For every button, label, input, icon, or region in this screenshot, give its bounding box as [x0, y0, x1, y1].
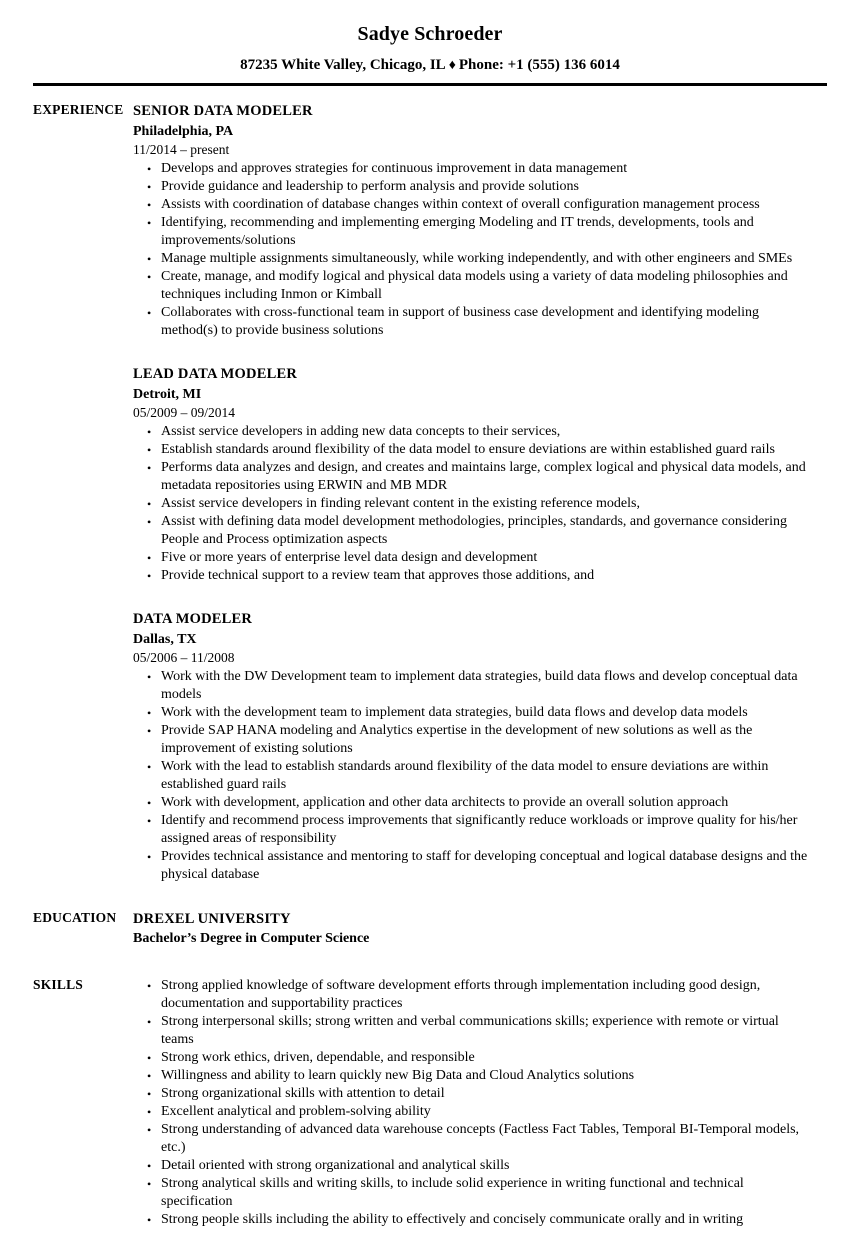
- job-bullet: • Five or more years of enterprise level data design and development: [133, 549, 812, 567]
- contact-address: 87235 White Valley, Chicago, IL: [240, 57, 446, 73]
- job-title: LEAD DATA MODELER: [133, 366, 297, 382]
- job-bullet: • Establish standards around flexibility of the data model to ensure deviations are within established guard rails: [133, 441, 812, 459]
- job-bullet-list: [133, 160, 812, 340]
- job-bullet: • Develops and approves strategies for continuous improvement in data management: [133, 160, 812, 178]
- skill-bullet: • Strong understanding of advanced data warehouse concepts (Factless Fact Tables, Temporal BI-Temporal models, etc.): [133, 1121, 812, 1157]
- job-bullet: • Assist service developers in adding new data concepts to their services,: [133, 423, 812, 441]
- contact-line: [0, 55, 860, 76]
- job-bullet: • Provide SAP HANA modeling and Analytics expertise in the development of new solutions as well as the improvement of existing solutions: [133, 722, 812, 758]
- job-dates: 05/2009 – 09/2014: [133, 405, 236, 420]
- job-bullet: • Manage multiple assignments simultaneously, while working independently, and with other engineers and SMEs: [133, 250, 812, 268]
- job-bullet: • Work with the development team to implement data strategies, build data flows and develop data models: [133, 704, 812, 722]
- job-bullet: • Provide technical support to a review team that approves those additions, and: [133, 567, 812, 585]
- skills-section-label: SKILLS: [33, 977, 83, 992]
- education-degree: Bachelor’s Degree in Computer Science: [133, 931, 370, 946]
- skill-bullet: • Willingness and ability to learn quickly new Big Data and Cloud Analytics solutions: [133, 1067, 812, 1085]
- job-bullet: • Assist service developers in finding relevant content in the existing reference models,: [133, 495, 812, 513]
- job-bullet: • Performs data analyzes and design, and creates and maintains large, complex logical and physical data models, and metadata repositories using ERWIN and MB MDR: [133, 459, 812, 495]
- job-dates: 05/2006 – 11/2008: [133, 650, 235, 665]
- job-bullet: • Assist with defining data model development methodologies, principles, standards, and governance considering People and Process optimization aspects: [133, 513, 812, 549]
- skill-bullet: • Strong work ethics, driven, dependable, and responsible: [133, 1049, 812, 1067]
- education-entry: [133, 909, 812, 949]
- skill-bullet: • Strong interpersonal skills; strong written and verbal communications skills; experience with remote or virtual teams: [133, 1013, 812, 1049]
- job-bullet: • Provides technical assistance and mentoring to staff for developing conceptual and logical database designs and the physical database: [133, 848, 812, 884]
- job-bullet: • Provide guidance and leadership to perform analysis and provide solutions: [133, 178, 812, 196]
- job-title: DATA MODELER: [133, 611, 253, 627]
- job-title: SENIOR DATA MODELER: [133, 103, 313, 119]
- skill-bullet: • Strong organizational skills with attention to detail: [133, 1085, 812, 1103]
- job-bullet: • Identifying, recommending and implementing emerging Modeling and IT trends, developments, tools and improvements/solutions: [133, 214, 812, 250]
- job-bullet-list: [133, 423, 812, 585]
- skills-section: [0, 976, 860, 1229]
- resume-header: [0, 0, 860, 86]
- experience-entry: [133, 101, 812, 340]
- header-divider: [33, 83, 827, 86]
- skill-bullet: • Excellent analytical and problem-solving ability: [133, 1103, 812, 1121]
- job-bullet: • Work with the DW Development team to implement data strategies, build data flows and develop conceptual data models: [133, 668, 812, 704]
- experience-section: [0, 101, 860, 884]
- education-school: DREXEL UNIVERSITY: [133, 911, 291, 927]
- job-location: Dallas, TX: [133, 632, 197, 647]
- skill-bullet: • Strong analytical skills and writing skills, to include solid experience in writing functional and technical specification: [133, 1175, 812, 1211]
- job-bullet-list: [133, 668, 812, 884]
- job-dates: 11/2014 – present: [133, 142, 230, 157]
- skills-entries: [133, 976, 860, 1229]
- education-section: [0, 909, 860, 949]
- education-section-label: EDUCATION: [33, 910, 117, 925]
- job-bullet: • Identify and recommend process improvements that significantly reduce workloads or improve quality for his/her assigned areas of responsibility: [133, 812, 812, 848]
- job-location: Detroit, MI: [133, 387, 202, 402]
- skills-bullet-list: [133, 977, 812, 1229]
- experience-entry: [133, 364, 812, 585]
- job-bullet: • Collaborates with cross-functional team in support of business case development and identifying modeling method(s) to provide business solutions: [133, 304, 812, 340]
- skill-bullet: • Detail oriented with strong organizational and analytical skills: [133, 1157, 812, 1175]
- experience-section-label: EXPERIENCE: [33, 102, 124, 117]
- job-bullet: • Create, manage, and modify logical and physical data models using a variety of data modeling philosophies and techniques including Inmon or Kimball: [133, 268, 812, 304]
- education-entries: [133, 909, 860, 949]
- job-bullet: • Work with the lead to establish standards around flexibility of the data model to ensure deviations are within established guard rails: [133, 758, 812, 794]
- candidate-name: Sadye Schroeder: [357, 23, 503, 45]
- skill-bullet: • Strong applied knowledge of software development efforts through implementation including good design, documentation and supportability practices: [133, 977, 812, 1013]
- job-bullet: • Assists with coordination of database changes within context of overall configuration management process: [133, 196, 812, 214]
- job-location: Philadelphia, PA: [133, 124, 234, 139]
- contact-phone: Phone: +1 (555) 136 6014: [458, 57, 620, 73]
- experience-entry: [133, 609, 812, 884]
- job-bullet: • Work with development, application and other data architects to provide an overall solution approach: [133, 794, 812, 812]
- experience-entries: [133, 101, 860, 884]
- skill-bullet: • Strong people skills including the ability to effectively and concisely communicate orally and in writing: [133, 1211, 812, 1229]
- diamond-separator-icon: ♦: [448, 58, 456, 73]
